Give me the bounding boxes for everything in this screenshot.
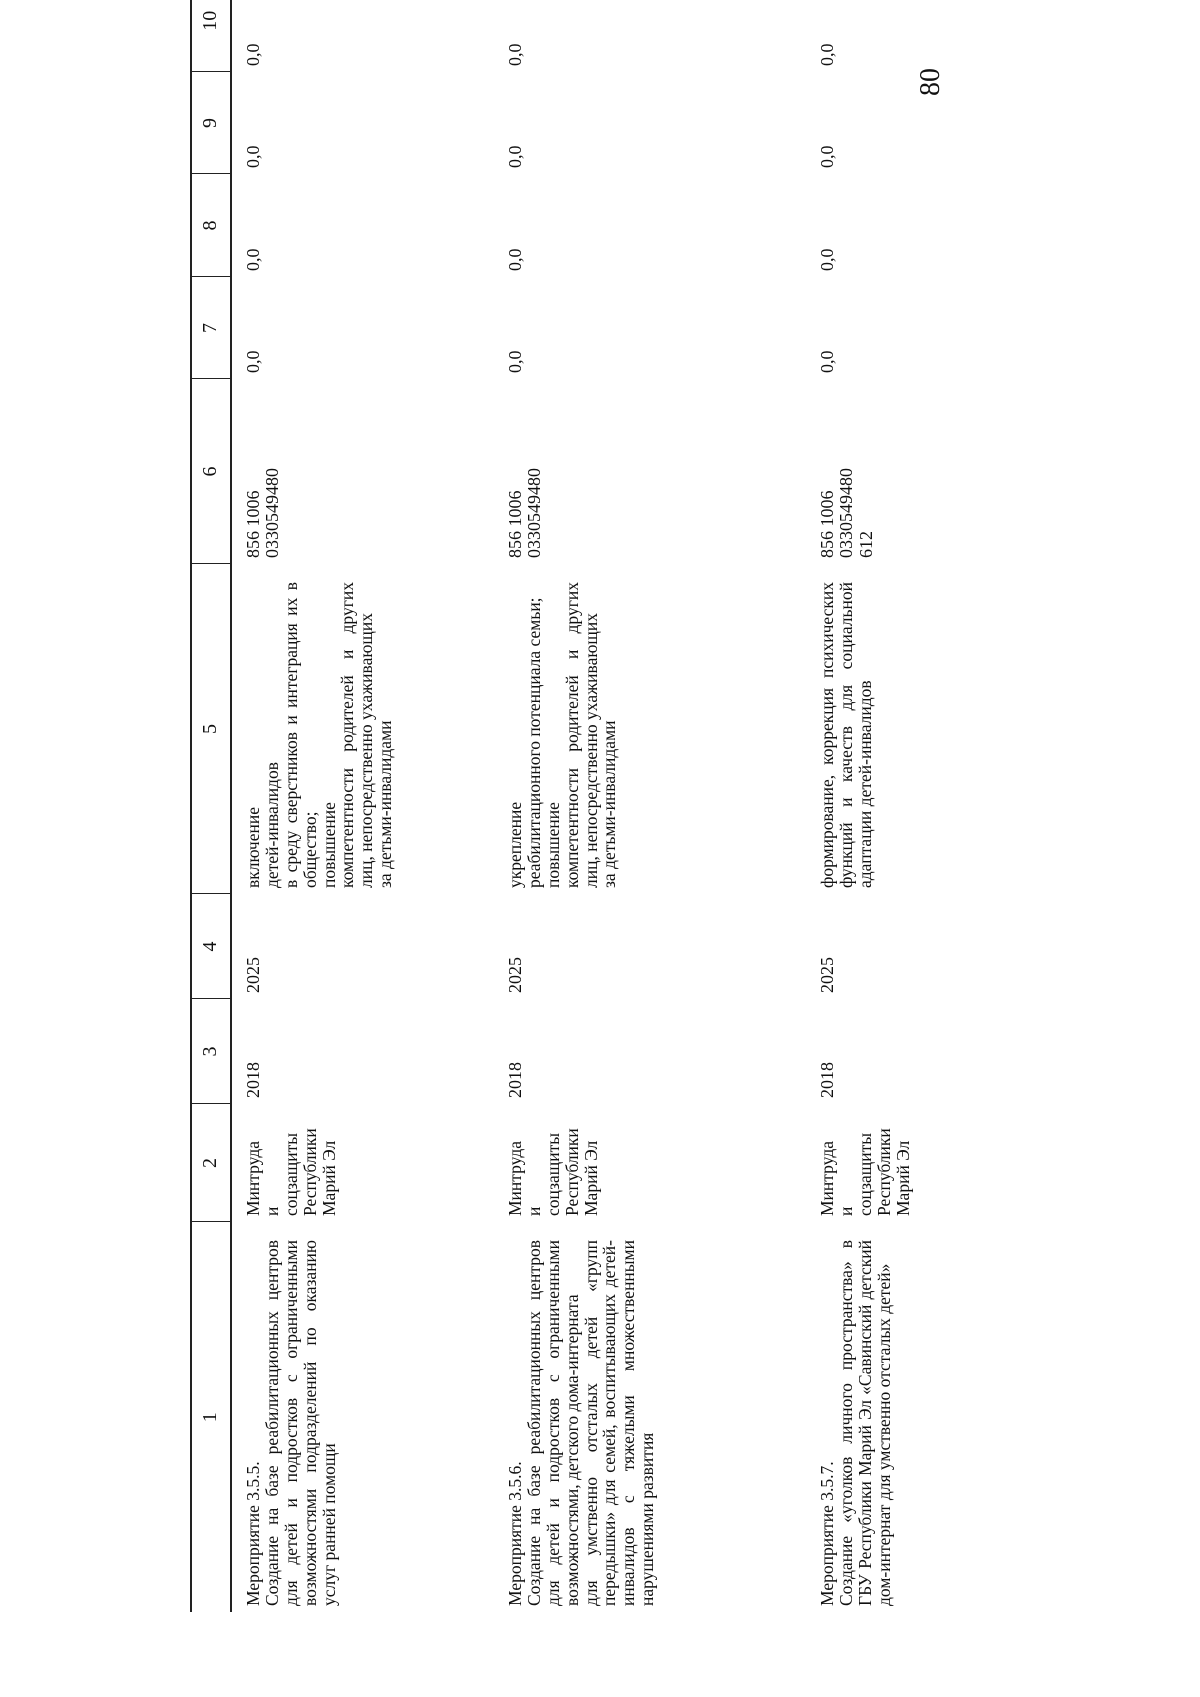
value-col-7-cell: 0,0 [505,350,525,373]
expected-result-cell: формирование, коррекция психических функций и качеств для социальной адаптации детей-инвалидов [817,582,875,888]
header-col-2: 2 [191,1104,231,1222]
expected-result-cell: укрепление реабилитационного потенциала семьи; повышение компетентности родителей и других лиц, непосредственно ухаживающих за детьми-инвалидами [505,582,620,888]
start-year-cell: 2018 [505,1062,525,1098]
rotated-table-container [190,10,945,1612]
value-col-10-cell: 0,0 [243,43,263,66]
header-col-1: 1 [191,1222,231,1612]
header-col-8: 8 [191,174,231,277]
header-row [191,0,231,1612]
table-row [231,0,494,1612]
measure-cell: Мероприятие 3.5.6. Создание на базе реабилитационных центров для детей и подростков с ограниченными возможностями, детского дома-интерната для умственно отсталых детей «групп передышки» для семей, воспитывающих детей-инвалидов с тяжелыми множественными нарушениями развития [505,1240,658,1606]
table-row [806,0,958,1612]
measure-cell: Мероприятие 3.5.7. Создание «уголков личного пространства» в ГБУ Республики Марий Эл «Савинский детский дом-интернат для умственно отсталых детей» [817,1240,894,1606]
page-number: 80 [915,68,946,96]
value-col-8-cell: 0,0 [243,248,263,271]
header-col-9: 9 [191,72,231,174]
end-year-cell: 2025 [243,957,263,993]
value-col-10-cell: 0,0 [817,43,837,66]
value-col-8-cell: 0,0 [505,248,525,271]
value-col-10-cell: 0,0 [505,43,525,66]
header-col-10: 10 [191,0,231,72]
program-measures-table [190,0,958,1612]
value-col-7-cell: 0,0 [243,350,263,373]
end-year-cell: 2025 [505,957,525,993]
budget-code-cell: 856 1006 0330549480 [243,468,283,558]
expected-result-cell: включение детей-инвалидов в среду сверстников и интеграция их в общество; повышение компетентности родителей и других лиц, непосредственно ухаживающих за детьми-инвалидами [243,582,396,888]
executor-cell: Минтруда и соцзащиты Республики Марий Эл [505,1128,601,1216]
header-col-5: 5 [191,564,231,894]
header-col-6: 6 [191,379,231,564]
budget-code-cell: 856 1006 0330549480 612 [817,468,876,558]
value-col-9-cell: 0,0 [243,145,263,168]
budget-code-cell: 856 1006 0330549480 [505,468,545,558]
value-col-9-cell: 0,0 [505,145,525,168]
measure-cell: Мероприятие 3.5.5. Создание на базе реабилитационных центров для детей и подростков с ограниченными возможностями подразделений по оказанию услуг ранней помощи [243,1240,339,1606]
executor-cell: Минтруда и соцзащиты Республики Марий Эл [243,1128,339,1216]
start-year-cell: 2018 [243,1062,263,1098]
header-col-4: 4 [191,894,231,999]
executor-cell: Минтруда и соцзащиты Республики Марий Эл [817,1128,913,1216]
header-col-7: 7 [191,277,231,379]
value-col-7-cell: 0,0 [817,350,837,373]
value-col-9-cell: 0,0 [817,145,837,168]
value-col-8-cell: 0,0 [817,248,837,271]
end-year-cell: 2025 [817,957,837,993]
table-row [494,0,806,1612]
header-col-3: 3 [191,999,231,1104]
start-year-cell: 2018 [817,1062,837,1098]
